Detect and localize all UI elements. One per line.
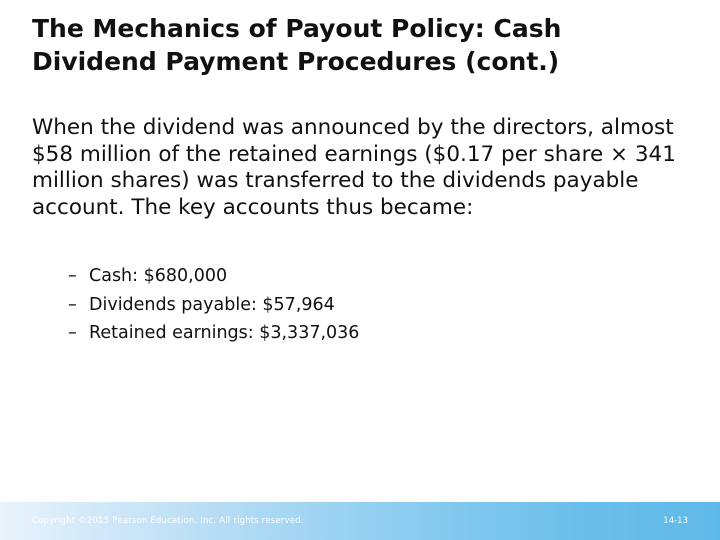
slide-title — [32, 12, 702, 78]
bullet-list — [68, 262, 688, 348]
slide-title-line-2: Dividend Payment Procedures (cont.) — [32, 47, 560, 76]
slide-footer — [0, 502, 720, 540]
bullet-marker: – — [68, 323, 77, 343]
list-item — [68, 319, 688, 348]
slide-title-line-1: The Mechanics of Payout Policy: Cash — [32, 14, 562, 43]
slide-body-paragraph: When the dividend was announced by the directors, almost $58 million of the retained earnings ($0.17 per share × 341 million shares) was transferred to the dividends payable account. The key accounts thus became: — [32, 115, 676, 220]
bullet-marker: – — [68, 294, 77, 315]
copyright-notice: Copyright ©2015 Pearson Education, Inc. All rights reserved. — [32, 516, 304, 526]
list-item — [68, 262, 688, 291]
list-item — [68, 291, 688, 320]
bullet-text-cash: Cash: $680,000 — [89, 266, 228, 286]
bullet-marker: – — [68, 266, 77, 286]
bullet-text-retained-earnings: Retained earnings: $3,337,036 — [89, 323, 360, 343]
bullet-text-dividends-payable: Dividends payable: $57,964 — [89, 294, 335, 315]
page-number: 14-13 — [663, 516, 688, 526]
